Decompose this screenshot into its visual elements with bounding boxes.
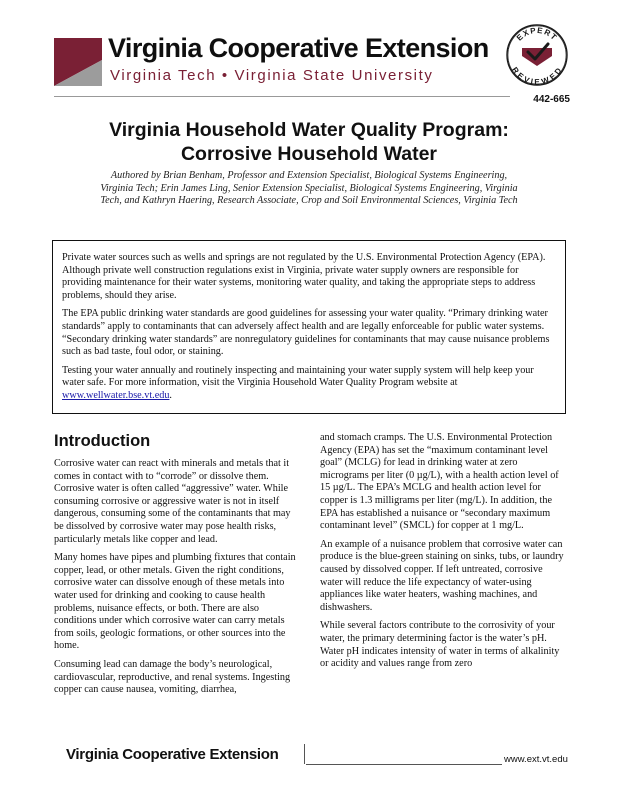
footer-org-name: Virginia Cooperative Extension	[66, 746, 279, 763]
left-column	[54, 458, 298, 703]
body-paragraph: and stomach cramps. The U.S. Environmental Protection Agency (EPA) has set the “maximum contaminant level goal” (MCLG) for lead in drinking water at zero micrograms per liter (0 µg/L), with a health action level of 15 µg/L. The EPA’s MCLG and health action level for copper is 1.3 milligrams per liter (mg/L). In addition, the EPA has established a nuisance or “secondary maximum contaminant level” (SMCL) for copper at 1 mg/L.	[320, 432, 559, 532]
org-name: Virginia Cooperative Extension	[108, 33, 489, 63]
footer-url[interactable]: www.ext.vt.edu	[504, 754, 568, 765]
title-line-2: Corrosive Household Water	[180, 143, 438, 165]
summary-box	[52, 240, 566, 414]
summary-paragraph-3-text: Testing your water annually and routinely inspecting and maintaining your water supply system will help keep your water safe. For more information, visit the Virginia Household Water Quality Program website at	[62, 364, 534, 389]
summary-paragraph-1: Private water sources such as wells and springs are not regulated by the U.S. Environmental Protection Agency (EPA). Although private well construction regulations exist in Virginia, private water supply owners are responsible for providing maintenance for their water systems, monitoring water quality, and taking the appropriate steps to address problems, should they arise.	[62, 252, 546, 301]
footer-divider	[304, 744, 305, 764]
expert-reviewed-seal-icon	[506, 24, 568, 86]
body-paragraph: An example of a nuisance problem that corrosive water can produce is the blue-green staining on sinks, tubs, or laundry caused by dissolved copper. If left untreated, corrosive water will reduce the life expectancy of water-using appliances like water heaters, washing machines, and dishwashers.	[320, 538, 564, 613]
summary-paragraph-3-end: .	[169, 389, 172, 401]
section-heading: Introduction	[54, 432, 151, 450]
footer-rule	[306, 764, 502, 765]
summary-paragraph-2: The EPA public drinking water standards are good guidelines for assessing your water quality. “Primary drinking water standards” apply to contaminants that can adversely affect health and are legally enforceable for public water systems. “Secondary drinking water standards” are nonregulatory guidelines for contaminants that may cause nuisance problems such as bad taste, foul odor, or staining.	[62, 308, 550, 358]
title-line-1: Virginia Household Water Quality Program:	[109, 119, 509, 141]
summary-paragraph-3	[62, 365, 556, 403]
document-title	[40, 118, 578, 166]
author-credits: Authored by Brian Benham, Professor and Extension Specialist, Biological Systems Engineering, Virginia Tech; Erin James Ling, Senior Extension Specialist, Biological Systems Engineering, Virginia Tech, and Kathryn Haering, Research Associate, Crop and Soil Environmental Sciences, Virginia Tech	[100, 170, 518, 207]
org-subtitle: Virginia Tech • Virginia State University	[110, 67, 434, 84]
header-divider	[54, 96, 510, 97]
right-column	[320, 432, 566, 677]
body-paragraph: While several factors contribute to the corrosivity of your water, the primary determining factor is the water’s pH. Water pH indicates intensity of water in terms of alkalinity or acidity and values range from zero	[320, 620, 560, 670]
vce-logo-icon	[54, 38, 102, 86]
body-paragraph: Many homes have pipes and plumbing fixtures that contain copper, lead, or other metals. Given the right conditions, corrosive water can dissolve enough of these metals into water used for drinking and cooking to cause health problems, nuisance effects, or both. There are also conditions under which corrosive water can carry metals from soils, geologic formations, or other sources into the home.	[54, 552, 296, 652]
body-paragraph: Consuming lead can damage the body’s neurological, cardiovascular, reproductive, and renal systems. Ingesting copper can cause nausea, vomiting, diarrhea,	[54, 658, 291, 696]
website-link[interactable]: www.wellwater.bse.vt.edu	[62, 389, 170, 401]
svg-text:EXPERT: EXPERT	[514, 25, 560, 43]
svg-text:REVIEWED: REVIEWED	[509, 65, 565, 86]
body-paragraph: Corrosive water can react with minerals and metals that it comes in contact with to “corrode” or dissolve them. Corrosive water is often called “aggressive” water. While consuming corrosive or aggressive water is not in itself dangerous, consuming some of the contaminants that may be dissolved by corrosive water may pose health risks, particularly metals like copper and lead.	[54, 458, 291, 545]
publication-number: 442-665	[533, 94, 570, 105]
